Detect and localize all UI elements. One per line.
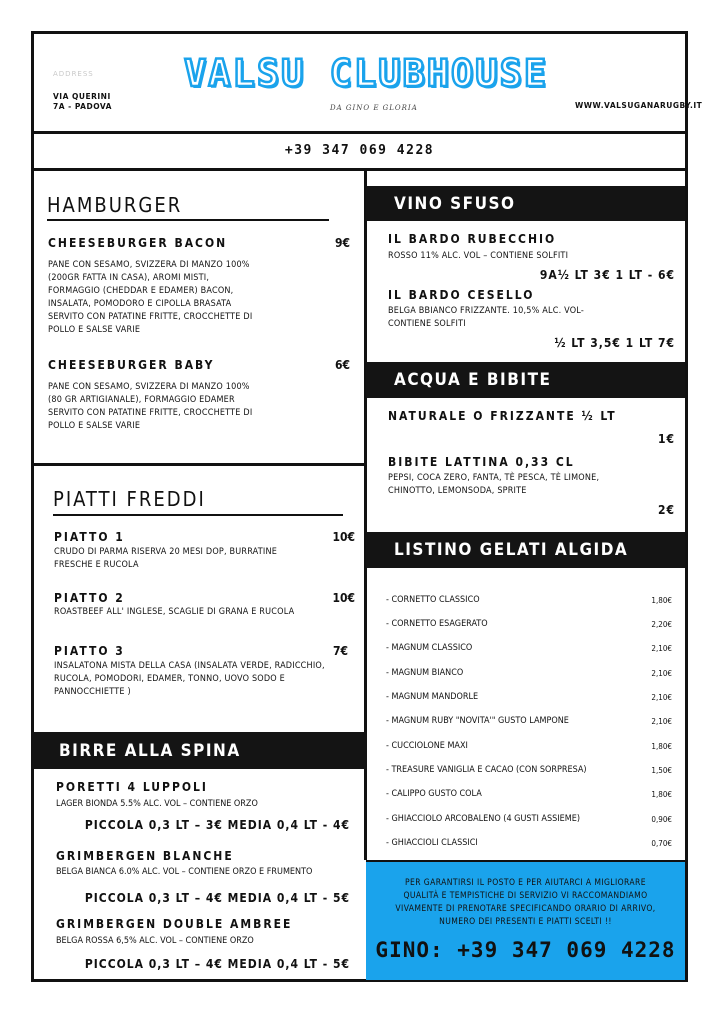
item-name: PIATTO 3 (54, 644, 125, 658)
piatti-underline (53, 514, 343, 516)
gelato-price: 1,50€ (651, 765, 672, 775)
item-price: ½ LT 3,5€ 1 LT 7€ (554, 336, 675, 350)
booking-line: PER GARANTIRSI IL POSTO E PER AIUTARCI A MIGLIORARE (405, 878, 646, 888)
item-price: 10€ (332, 591, 355, 605)
gelato-price: 2,10€ (651, 643, 672, 653)
item-name: GRIMBERGEN DOUBLE AMBREE (56, 917, 293, 931)
gelato-price: 2,20€ (651, 619, 672, 629)
list-item (386, 787, 672, 801)
desc-line: POLLO E SALSE VARIE (48, 325, 141, 335)
list-item (386, 812, 672, 826)
list-item (386, 739, 672, 753)
acqua-band (366, 362, 685, 398)
phone-divider (31, 168, 688, 171)
header-divider (31, 131, 688, 134)
item-price: PICCOLA 0,3 LT – 4€ MEDIA 0,4 LT - 5€ (84, 957, 350, 971)
hamburger-title: HAMBURGER (47, 193, 183, 217)
list-item (386, 641, 672, 655)
item-name: CHEESEBURGER BACON (48, 236, 228, 250)
booking-phone[interactable]: GINO: +39 347 069 4228 (375, 938, 676, 962)
vino-title: VINO SFUSO (394, 193, 516, 214)
gelati-band (366, 532, 685, 568)
list-item (386, 666, 672, 680)
item-name: PIATTO 1 (54, 530, 125, 544)
desc-line: (200GR FATTA IN CASA), AROMI MISTI, (48, 273, 210, 283)
brand-logo: VALSU CLUBHOUSE (184, 52, 549, 95)
desc-line: PANNOCCHIETTE ) (54, 687, 131, 697)
desc-line: SERVITO CON PATATINE FRITTE, CROCCHETTE DI (48, 408, 253, 418)
list-item (386, 690, 672, 704)
desc-line: POLLO E SALSE VARIE (48, 421, 141, 431)
item-description: LAGER BIONDA 5.5% ALC. VOL – CONTIENE ORZO (56, 799, 258, 809)
header-phone[interactable]: +39 347 069 4228 (284, 143, 435, 158)
item-price: PICCOLA 0,3 LT – 3€ MEDIA 0,4 LT - 4€ (84, 818, 350, 832)
gelato-name: - MAGNUM BIANCO (386, 668, 464, 678)
gelato-name: - CUCCIOLONE MAXI (386, 741, 468, 751)
gelato-name: - CORNETTO CLASSICO (386, 595, 480, 605)
gelato-price: 0,90€ (651, 814, 672, 824)
item-name: PIATTO 2 (54, 591, 125, 605)
booking-line: QUALITÀ E TEMPISTICHE DI SERVIZIO VI RACCOMANDIAMO (403, 891, 648, 901)
desc-line: INSALATA, POMODORO E CIPOLLA BRASATA (48, 299, 232, 309)
desc-line: CRUDO DI PARMA RISERVA 20 MESI DOP, BURRATINE (54, 547, 278, 557)
gelato-price: 0,70€ (651, 838, 672, 848)
item-name: BIBITE LATTINA 0,33 CL (388, 455, 575, 469)
gelato-price: 2,10€ (651, 668, 672, 678)
booking-line: NUMERO DEI PRESENTI E PIATTI SCELTI !! (439, 917, 612, 927)
item-description (48, 381, 348, 433)
booking-line: VIVAMENTE DI PRENOTARE SPECIFICANDO ORARIO DI ARRIVO, (395, 904, 656, 914)
list-item (386, 714, 672, 728)
hamburger-divider (31, 463, 367, 466)
gelato-name: - MAGNUM RUBY "NOVITA'" GUSTO LAMPONE (386, 716, 569, 726)
item-name: IL BARDO CESELLO (388, 288, 535, 302)
birre-band (31, 732, 367, 769)
desc-line: CONTIENE SOLFITI (388, 319, 466, 329)
gelato-name: - MAGNUM CLASSICO (386, 643, 473, 653)
gelato-name: - GHIACCIOLO ARCOBALENO (4 GUSTI ASSIEME) (386, 814, 580, 824)
item-description: BELGA BIANCA 6.0% ALC. VOL – CONTIENE ORZO E FRUMENTO (56, 867, 313, 877)
item-price: 9A½ LT 3€ 1 LT - 6€ (539, 268, 675, 282)
address-label: ADDRESS (53, 70, 94, 78)
gelato-price: 2,10€ (651, 692, 672, 702)
item-price: 7€ (332, 644, 348, 658)
desc-line: CHINOTTO, LEMONSODA, SPRITE (388, 486, 527, 496)
desc-line: ROASTBEEF ALL' INGLESE, SCAGLIE DI GRANA E RUCOLA (54, 607, 295, 617)
desc-line: PANE CON SESAMO, SVIZZERA DI MANZO 100% (48, 382, 250, 392)
address-line-2: 7A - PADOVA (53, 102, 112, 111)
tagline: DA GINO E GLORIA (330, 104, 418, 112)
item-description (48, 259, 348, 337)
piatti-title: PIATTI FREDDI (53, 487, 206, 511)
desc-line: PEPSI, COCA ZERO, FANTA, TÈ PESCA, TÈ LIMONE, (388, 473, 600, 483)
desc-line: PANE CON SESAMO, SVIZZERA DI MANZO 100% (48, 260, 250, 270)
gelato-name: - MAGNUM MANDORLE (386, 692, 479, 702)
gelato-price: 1,80€ (651, 595, 672, 605)
item-description (54, 660, 359, 699)
vino-band (366, 186, 685, 221)
birre-title: BIRRE ALLA SPINA (59, 740, 241, 761)
gelato-price: 1,80€ (651, 741, 672, 751)
booking-box (366, 862, 685, 980)
booking-text (366, 877, 685, 929)
item-description (388, 472, 678, 498)
list-item (386, 836, 672, 850)
list-item (386, 593, 672, 607)
website-link[interactable]: WWW.VALSUGANARUGBY.IT (575, 101, 703, 110)
desc-line: BELGA BBIANCO FRIZZANTE. 10,5% ALC. VOL- (388, 306, 584, 316)
item-description (54, 546, 359, 572)
desc-line: (80 GR ARTIGIANALE), FORMAGGIO EDAMER (48, 395, 235, 405)
item-name: CHEESEBURGER BABY (48, 358, 215, 372)
item-price: 10€ (332, 530, 355, 544)
item-price: PICCOLA 0,3 LT – 4€ MEDIA 0,4 LT - 5€ (84, 891, 350, 905)
item-price: 6€ (334, 358, 350, 372)
item-description (388, 305, 673, 331)
gelati-title: LISTINO GELATI ALGIDA (394, 540, 629, 560)
item-price: 2€ (657, 503, 675, 517)
address-line-1: VIA QUERINI (53, 92, 111, 101)
item-name: PORETTI 4 LUPPOLI (56, 780, 208, 794)
desc-line: FRESCHE E RUCOLA (54, 560, 139, 570)
gelato-price: 2,10€ (651, 716, 672, 726)
gelato-name: - CORNETTO ESAGERATO (386, 619, 488, 629)
hamburger-underline (47, 219, 329, 221)
item-name: IL BARDO RUBECCHIO (388, 232, 557, 246)
item-description (54, 606, 359, 619)
gelato-name: - GHIACCIOLI CLASSICI (386, 838, 478, 848)
item-description: BELGA ROSSA 6,5% ALC. VOL – CONTIENE ORZO (56, 936, 254, 946)
item-description: ROSSO 11% ALC. VOL – CONTIENE SOLFITI (388, 251, 569, 261)
item-name: NATURALE O FRIZZANTE ½ LT (388, 409, 617, 423)
gelato-name: - CALIPPO GUSTO COLA (386, 789, 482, 799)
acqua-title: ACQUA E BIBITE (394, 370, 552, 390)
list-item (386, 763, 672, 777)
item-name: GRIMBERGEN BLANCHE (56, 849, 234, 863)
list-item (386, 617, 672, 631)
item-price: 1€ (657, 432, 675, 446)
item-price: 9€ (334, 236, 350, 250)
desc-line: INSALATONA MISTA DELLA CASA (INSALATA VERDE, RADICCHIO, (54, 661, 325, 671)
gelato-price: 1,80€ (651, 789, 672, 799)
desc-line: RUCOLA, POMODORI, EDAMER, TONNO, UOVO SODO E (54, 674, 285, 684)
desc-line: FORMAGGIO (CHEDDAR E EDAMER) BACON, (48, 286, 234, 296)
gelato-name: - TREASURE VANIGLIA E CACAO (CON SORPRESA) (386, 765, 587, 775)
desc-line: SERVITO CON PATATINE FRITTE, CROCCHETTE DI (48, 312, 253, 322)
